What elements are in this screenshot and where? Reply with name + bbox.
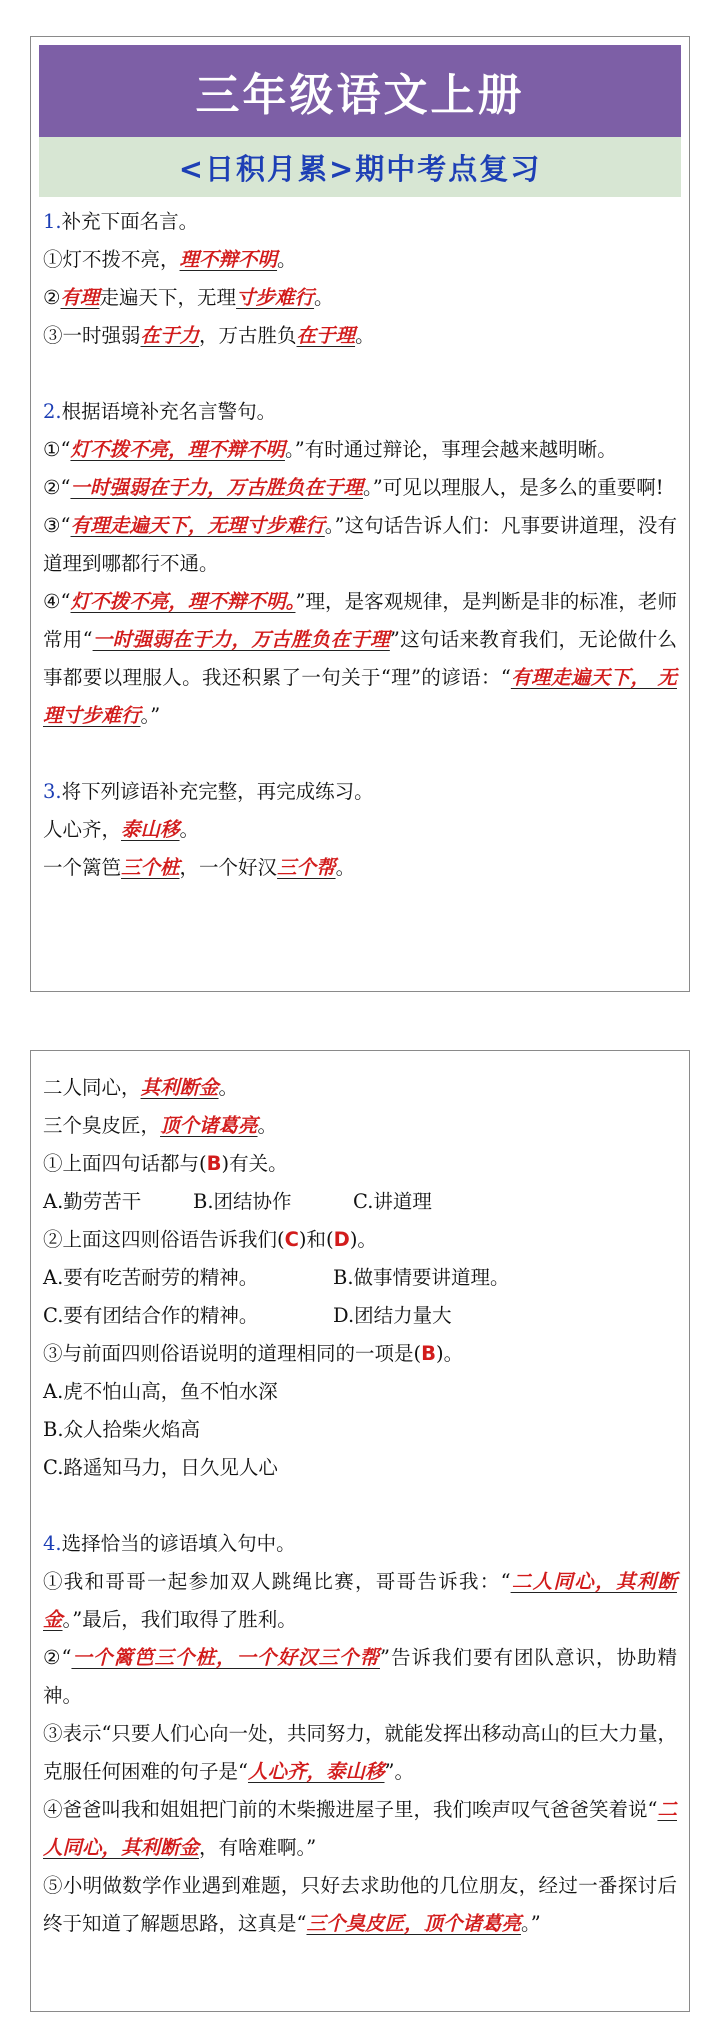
q4-item-2 [43, 1639, 677, 1715]
q4-item-5-answer: 三个臭皮匠，顶个诸葛亮 [306, 1912, 521, 1935]
q3-saying-2-end: 。 [335, 856, 356, 879]
q2-item-4-end: 。” [140, 704, 161, 727]
q4-item-1-end: 。”最后，我们取得了胜利。 [62, 1608, 297, 1631]
q3-exercise-3-end: )。 [435, 1342, 464, 1365]
q1-item-1-end: 。 [277, 248, 297, 271]
q3-exercise-3-option-b: B.众人拾柴火焰高 [43, 1418, 201, 1441]
page-subtitle: <日积月累>期中考点复习 [39, 137, 681, 197]
q1-item-2-answer-2: 寸步难行 [236, 286, 315, 309]
q3-saying-1-answer: 泰山移 [121, 818, 180, 841]
q4-item-2-open: ②“ [43, 1646, 72, 1669]
q1-item-1-text: ①灯不拨不亮， [43, 248, 180, 271]
q3-exercise-3 [43, 1335, 677, 1373]
q3-saying-4 [43, 1107, 677, 1145]
worksheet-card-1 [30, 36, 690, 992]
q1-item-2-answer-1: 有理 [60, 286, 100, 309]
q3-exercise-3-text: ③与前面四则俗语说明的道理相同的一项是( [43, 1342, 422, 1365]
q3-exercise-1-option-c: C.讲道理 [353, 1190, 432, 1213]
q4-item-4 [43, 1791, 677, 1867]
q2-item-1-open: ①“ [43, 438, 71, 461]
q3-exercise-3-answer: B [421, 1342, 436, 1365]
q1-number: 1. [43, 210, 62, 233]
q3-exercise-2-option-b: B.做事情要讲道理。 [333, 1266, 510, 1289]
q4-item-1 [43, 1563, 677, 1639]
q1-item-1-answer: 理不辩不明 [179, 248, 278, 271]
q2-item-4-open: ④“ [43, 590, 71, 613]
q1-item-2-mid: 走遍天下，无理 [99, 286, 237, 309]
q1-item-3-answer-1: 在于力 [140, 324, 200, 347]
q4-item-5 [43, 1867, 677, 1943]
q3-saying-3-answer: 其利断金 [140, 1076, 219, 1099]
q2-item-2-answer: 一时强弱在于力，万古胜负在于理 [70, 476, 363, 499]
q2-item-4-answer-2: 一时强弱在于力，万古胜负在于理 [92, 628, 390, 651]
q3-saying-1-end: 。 [179, 818, 200, 841]
q3-exercise-2-options-row-1 [43, 1259, 677, 1297]
q3-saying-1 [43, 811, 677, 849]
q2-item-1 [43, 431, 677, 469]
q3-saying-2-answer-2: 三个帮 [277, 856, 336, 879]
card2-content [31, 1051, 689, 1943]
q3-saying-2-mid: ，一个好汉 [179, 856, 278, 879]
q2-item-3-open: ③“ [43, 514, 71, 537]
q3-exercise-1-text: ①上面四句话都与( [43, 1152, 207, 1175]
q3-exercise-2-end: )。 [349, 1228, 377, 1251]
q1-item-2-end: 。 [314, 286, 334, 309]
q3-exercise-1-options [43, 1183, 677, 1221]
q2-item-4-answer-3: 有理走遍天下， 无理寸步难行 [43, 666, 677, 727]
q3-exercise-2-option-c: C.要有团结合作的精神。 [43, 1304, 259, 1327]
q1-stem-text: 补充下面名言。 [61, 210, 199, 233]
q1-item-3-answer-2: 在于理 [296, 324, 356, 347]
q3-exercise-2-options-row-2 [43, 1297, 677, 1335]
q3-saying-2-answer-1: 三个桩 [121, 856, 180, 879]
q2-item-3 [43, 507, 677, 583]
q4-item-3-text: ③表示“只要人们心向一处，共同努力，就能发挥出移动高山的巨大力量，克服任何困难的句子是“ [43, 1722, 677, 1783]
q1-item-3-end: 。 [355, 324, 375, 347]
q3-saying-2-text: 一个篱笆 [43, 856, 122, 879]
q4-item-4-answer: 二人同心，其利断金 [43, 1798, 677, 1859]
q3-saying-4-answer: 顶个诸葛亮 [160, 1114, 258, 1137]
q3-exercise-1 [43, 1145, 677, 1183]
q4-number: 4. [43, 1532, 62, 1555]
q3-number: 3. [43, 780, 62, 803]
worksheet-card-2 [30, 1050, 690, 2012]
q2-stem [43, 393, 677, 431]
q4-stem-text: 选择恰当的谚语填入句中。 [61, 1532, 296, 1555]
q4-item-5-end: 。” [521, 1912, 541, 1935]
q2-item-4 [43, 583, 677, 735]
q3-saying-3-end: 。 [218, 1076, 239, 1099]
q3-stem-text: 将下列谚语补充完整，再完成练习。 [61, 780, 374, 803]
q3-saying-3-text: 二人同心， [43, 1076, 141, 1099]
q4-item-2-text: ”告诉我们要有团队意识，协助精神。 [43, 1646, 677, 1707]
q3-exercise-3-option-a: A.虎不怕山高，鱼不怕水深 [43, 1380, 278, 1403]
q3-exercise-2-text: ②上面这四则俗语告诉我们( [43, 1228, 285, 1251]
q3-exercise-2 [43, 1221, 677, 1259]
q1-item-3 [43, 317, 677, 355]
q2-stem-text: 根据语境补充名言警句。 [61, 400, 277, 423]
q2-item-4-answer-1: 灯不拨不亮，理不辩不明。 [70, 590, 296, 613]
q1-item-3-mid: ，万古胜负 [199, 324, 297, 347]
q2-item-2 [43, 469, 677, 507]
q3-stem [43, 773, 677, 811]
q1-stem [43, 203, 677, 241]
q2-item-3-answer: 有理走遍天下，无理寸步难行 [70, 514, 325, 537]
q2-number: 2. [43, 400, 62, 423]
q3-saying-2 [43, 849, 677, 887]
card1-content [31, 197, 689, 887]
q2-item-4-text-2: ”这句话来教育我们，无论做什么事都要以理服人。我还积累了一句关于“理”的谚语：“ [43, 628, 677, 689]
q2-item-2-open: ②“ [43, 476, 71, 499]
q4-stem [43, 1525, 677, 1563]
q2-item-4-text-1: ”理，是客观规律，是判断是非的标准，老师常用“ [43, 590, 677, 651]
q4-item-4-end: ，有啥难啊。” [199, 1836, 317, 1859]
page-title: 三年级语文上册 [39, 45, 681, 137]
q4-item-4-text: ④爸爸叫我和姐姐把门前的木柴搬进屋子里，我们唉声叹气爸爸笑着说“ [43, 1798, 658, 1821]
q3-exercise-1-option-b: B.团结协作 [193, 1190, 292, 1213]
q3-saying-3 [43, 1069, 677, 1107]
q1-item-2 [43, 279, 677, 317]
q4-item-3 [43, 1715, 677, 1791]
q4-item-2-answer: 一个篱笆三个桩，一个好汉三个帮 [71, 1646, 380, 1669]
q4-item-1-answer: 二人同心，其利断金 [43, 1570, 677, 1631]
q2-item-2-text: 。”可见以理服人，是多么的重要啊! [362, 476, 664, 499]
q3-saying-4-text: 三个臭皮匠， [43, 1114, 161, 1137]
q1-item-2-text: ② [43, 286, 61, 309]
q3-exercise-3-option-c: C.路遥知马力，日久见人心 [43, 1456, 278, 1479]
q3-exercise-2-mid: )和( [298, 1228, 334, 1251]
q3-exercise-2-answer-1: C [284, 1228, 299, 1251]
q3-exercise-1-answer: B [206, 1152, 222, 1175]
q4-item-1-text: ①我和哥哥一起参加双人跳绳比赛，哥哥告诉我：“ [43, 1570, 511, 1593]
q4-item-3-answer: 人心齐，泰山移 [247, 1760, 385, 1783]
q3-exercise-2-option-d: D.团结力量大 [333, 1304, 452, 1327]
q3-exercise-1-end: )有关。 [221, 1152, 288, 1175]
q1-item-3-text: ③一时强弱 [43, 324, 141, 347]
q3-exercise-2-answer-2: D [333, 1228, 350, 1251]
q2-item-1-text: 。”有时通过辩论，事理会越来越明晰。 [284, 438, 617, 461]
q4-item-3-end: ”。 [384, 1760, 414, 1783]
q3-exercise-2-option-a: A.要有吃苦耐劳的精神。 [43, 1266, 259, 1289]
q3-saying-1-text: 人心齐， [43, 818, 122, 841]
q1-item-1 [43, 241, 677, 279]
q2-item-1-answer: 灯不拨不亮，理不辩不明 [70, 438, 285, 461]
q3-exercise-1-option-a: A.勤劳苦干 [43, 1190, 142, 1213]
q4-item-5-text: ⑤小明做数学作业遇到难题，只好去求助他的几位朋友，经过一番探讨后终于知道了解题思路，这真是“ [43, 1874, 677, 1935]
q3-saying-4-end: 。 [257, 1114, 278, 1137]
q2-item-3-text: 。”这句话告诉人们：凡事要讲道理，没有道理到哪都行不通。 [43, 514, 677, 575]
